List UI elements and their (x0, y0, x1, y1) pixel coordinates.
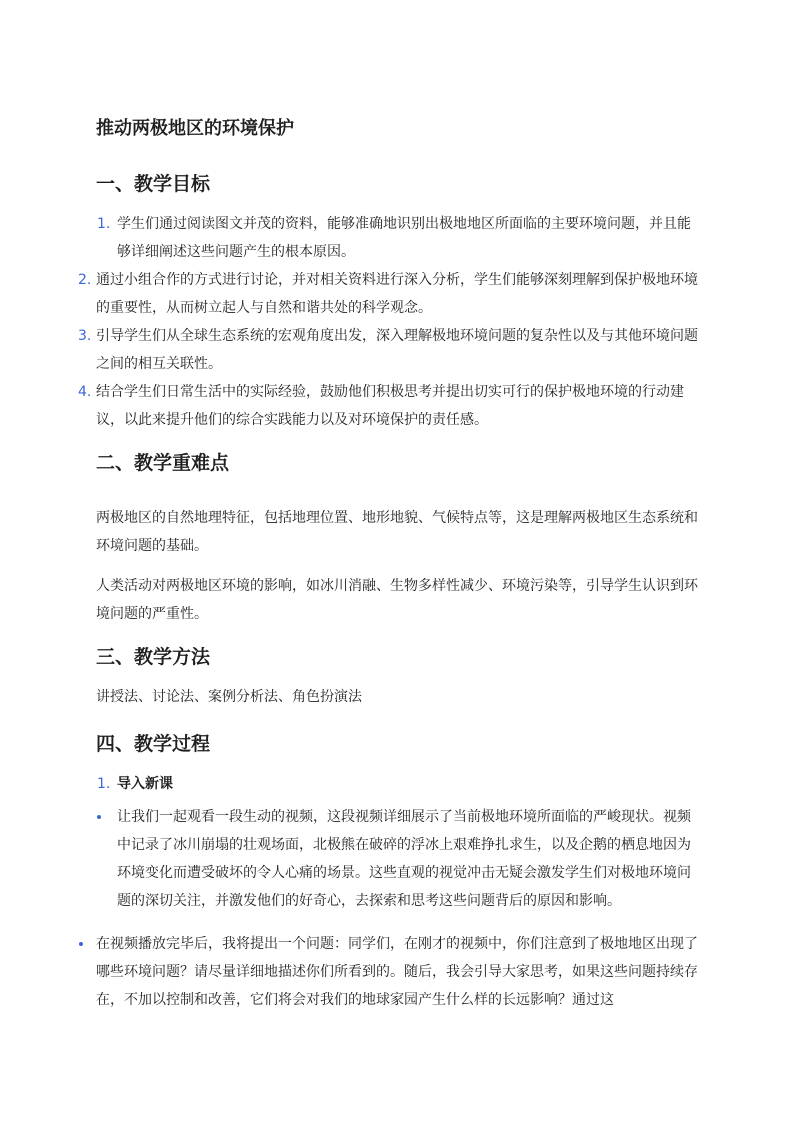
list-number: 1. (97, 776, 111, 792)
list-number: 2. (78, 272, 92, 288)
section-heading-teaching-goals: 一、教学目标 (96, 173, 211, 195)
bullet-item-question: 在视频播放完毕后，我将提出一个问题：同学们，在刚才的视频中，你们注意到了极地地区出现了哪些环境问题？请尽量详细地描述你们所看到的。随后，我会引导大家思考，如果这些问题持续存在，不加以控制和改善，它们将会对我们的地球家园产生什么样的长远影响？通过这 (96, 936, 698, 1008)
paragraph-key-point-2: 人类活动对两极地区环境的影响，如冰川消融、生物多样性减少、环境污染等，引导学生认识到环境问题的严重性。 (96, 578, 698, 622)
list-number: 1. (97, 216, 111, 232)
paragraph-teaching-methods: 讲授法、讨论法、案例分析法、角色扮演法 (96, 689, 362, 705)
list-item-goal-2: 通过小组合作的方式进行讨论，并对相关资料进行深入分析，学生们能够深刻理解到保护极地环境的重要性，从而树立起人与自然和谐共处的科学观念。 (96, 272, 698, 316)
bullet-item-video: 让我们一起观看一段生动的视频，这段视频详细展示了当前极地环境所面临的严峻现状。视频中记录了冰川崩塌的壮观场面，北极熊在破碎的浮冰上艰难挣扎求生，以及企鹅的栖息地因为环境变化而遭受破坏的令人心痛的场景。这些直观的视觉冲击无疑会激发学生们对极地环境问题的深切关注，并激发他们的好奇心，去探索和思考这些问题背后的原因和影响。 (117, 809, 691, 909)
document-title: 推动两极地区的环境保护 (96, 118, 294, 139)
list-item-goal-3: 引导学生们从全球生态系统的宏观角度出发，深入理解极地环境问题的复杂性以及与其他环境问题之间的相互关联性。 (96, 328, 698, 372)
list-number: 4. (78, 384, 92, 400)
step-label-intro: 导入新课 (117, 776, 173, 792)
section-heading-teaching-process: 四、教学过程 (96, 733, 211, 755)
paragraph-key-point-1: 两极地区的自然地理特征，包括地理位置、地形地貌、气候特点等，这是理解两极地区生态系统和环境问题的基础。 (96, 510, 698, 554)
list-number: 3. (78, 328, 92, 344)
bullet-dot (97, 815, 101, 819)
section-heading-key-points: 二、教学重难点 (96, 452, 230, 474)
section-heading-teaching-methods: 三、教学方法 (96, 646, 211, 668)
bullet-dot (79, 942, 83, 946)
list-item-goal-4: 结合学生们日常生活中的实际经验，鼓励他们积极思考并提出切实可行的保护极地环境的行动建议，以此来提升他们的综合实践能力以及对环境保护的责任感。 (96, 384, 684, 428)
list-item-goal-1: 学生们通过阅读图文并茂的资料，能够准确地识别出极地地区所面临的主要环境问题，并且能够详细阐述这些问题产生的根本原因。 (117, 216, 691, 260)
